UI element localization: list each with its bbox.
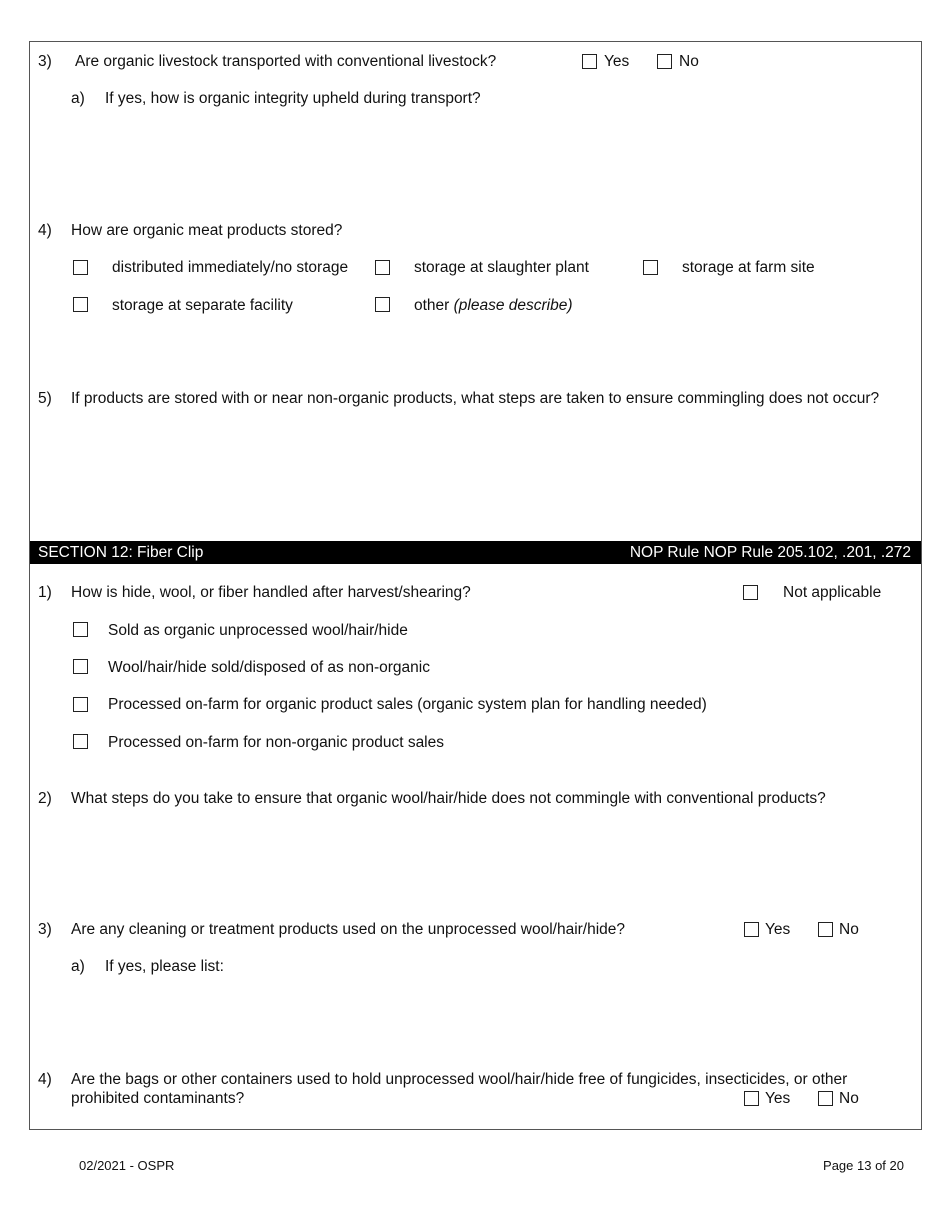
- s11-q5-question: If products are stored with or near non-organic products, what steps are taken to ensure commingling does not occur?: [71, 390, 880, 407]
- footer-version: 02/2021 - OSPR: [79, 1158, 175, 1173]
- s11-q4-opt5-italic: (please describe): [453, 297, 573, 314]
- s12-q1-opt3-label: Processed on-farm for organic product sales (organic system plan for handling needed): [108, 696, 707, 713]
- s11-q4-question: How are organic meat products stored?: [71, 222, 343, 239]
- s12-q1-opt2-label: Wool/hair/hide sold/disposed of as non-organic: [108, 659, 430, 676]
- s11-q4-number: 4): [38, 222, 52, 239]
- s11-q3-no-label: No: [679, 53, 699, 70]
- footer-page-number: Page 13 of 20: [823, 1158, 904, 1173]
- s12-q3-yes-checkbox[interactable]: [744, 922, 759, 937]
- s12-q3a-letter: a): [71, 958, 85, 975]
- s12-q1-opt2-checkbox[interactable]: [73, 659, 88, 674]
- s12-q1-opt1-label: Sold as organic unprocessed wool/hair/hide: [108, 622, 408, 639]
- s11-q4-opt4-checkbox[interactable]: [73, 297, 88, 312]
- s12-q3a-question: If yes, please list:: [105, 958, 224, 975]
- section-12-rule: NOP Rule NOP Rule 205.102, .201, .272: [629, 544, 911, 561]
- s11-q3a-letter: a): [71, 90, 85, 107]
- s11-q4-opt3-checkbox[interactable]: [643, 260, 658, 275]
- s12-q1-opt3-checkbox[interactable]: [73, 697, 88, 712]
- s11-q3a-question: If yes, how is organic integrity upheld during transport?: [105, 90, 481, 107]
- s12-q3-yes-label: Yes: [765, 921, 791, 938]
- s11-q4-opt1-checkbox[interactable]: [73, 260, 88, 275]
- s11-q5-number: 5): [38, 390, 52, 407]
- s12-q4-number: 4): [38, 1071, 52, 1088]
- s11-q3-number: 3): [38, 53, 52, 70]
- s12-q1-opt1-checkbox[interactable]: [73, 622, 88, 637]
- s11-q4-opt5-checkbox[interactable]: [375, 297, 390, 312]
- s12-q2-number: 2): [38, 790, 52, 807]
- s12-q4-question: Are the bags or other containers used to hold unprocessed wool/hair/hide free of fungicides, insecticides, or other prohibited contaminants?: [71, 1071, 848, 1107]
- s12-q1-na-checkbox[interactable]: [743, 585, 758, 600]
- s11-q4-opt4-label: storage at separate facility: [112, 297, 293, 314]
- s12-q3-no-label: No: [839, 921, 859, 938]
- s12-q4-yes-label: Yes: [765, 1090, 791, 1107]
- s12-q1-opt4-checkbox[interactable]: [73, 734, 88, 749]
- s11-q3-yes-label: Yes: [604, 53, 630, 70]
- s11-q4-opt5-prefix: other: [414, 297, 454, 314]
- s11-q4-opt2-checkbox[interactable]: [375, 260, 390, 275]
- s12-q3-question: Are any cleaning or treatment products used on the unprocessed wool/hair/hide?: [71, 921, 626, 938]
- s12-q4-no-label: No: [839, 1090, 859, 1107]
- s12-q4-yes-checkbox[interactable]: [744, 1091, 759, 1106]
- s11-q3-question: Are organic livestock transported with conventional livestock?: [75, 53, 497, 70]
- s12-q1-number: 1): [38, 584, 52, 601]
- s11-q4-opt3-label: storage at farm site: [682, 259, 815, 276]
- s12-q2-question: What steps do you take to ensure that organic wool/hair/hide does not commingle with conventional products?: [71, 790, 826, 807]
- section-12-title: SECTION 12: Fiber Clip: [38, 544, 204, 561]
- section-12-header: [30, 541, 921, 564]
- s11-q4-opt2-label: storage at slaughter plant: [414, 259, 589, 276]
- s12-q4-no-checkbox[interactable]: [818, 1091, 833, 1106]
- s12-q1-na-label: Not applicable: [783, 584, 882, 601]
- s11-q3-yes-checkbox[interactable]: [582, 54, 597, 69]
- s11-q4-opt1-label: distributed immediately/no storage: [112, 259, 349, 276]
- s12-q1-opt4-label: Processed on-farm for non-organic product sales: [108, 734, 444, 751]
- s11-q4-opt5-label: [414, 296, 573, 315]
- s11-q3-no-checkbox[interactable]: [657, 54, 672, 69]
- s12-q1-question: How is hide, wool, or fiber handled after harvest/shearing?: [71, 584, 471, 601]
- s12-q3-no-checkbox[interactable]: [818, 922, 833, 937]
- s12-q3-number: 3): [38, 921, 52, 938]
